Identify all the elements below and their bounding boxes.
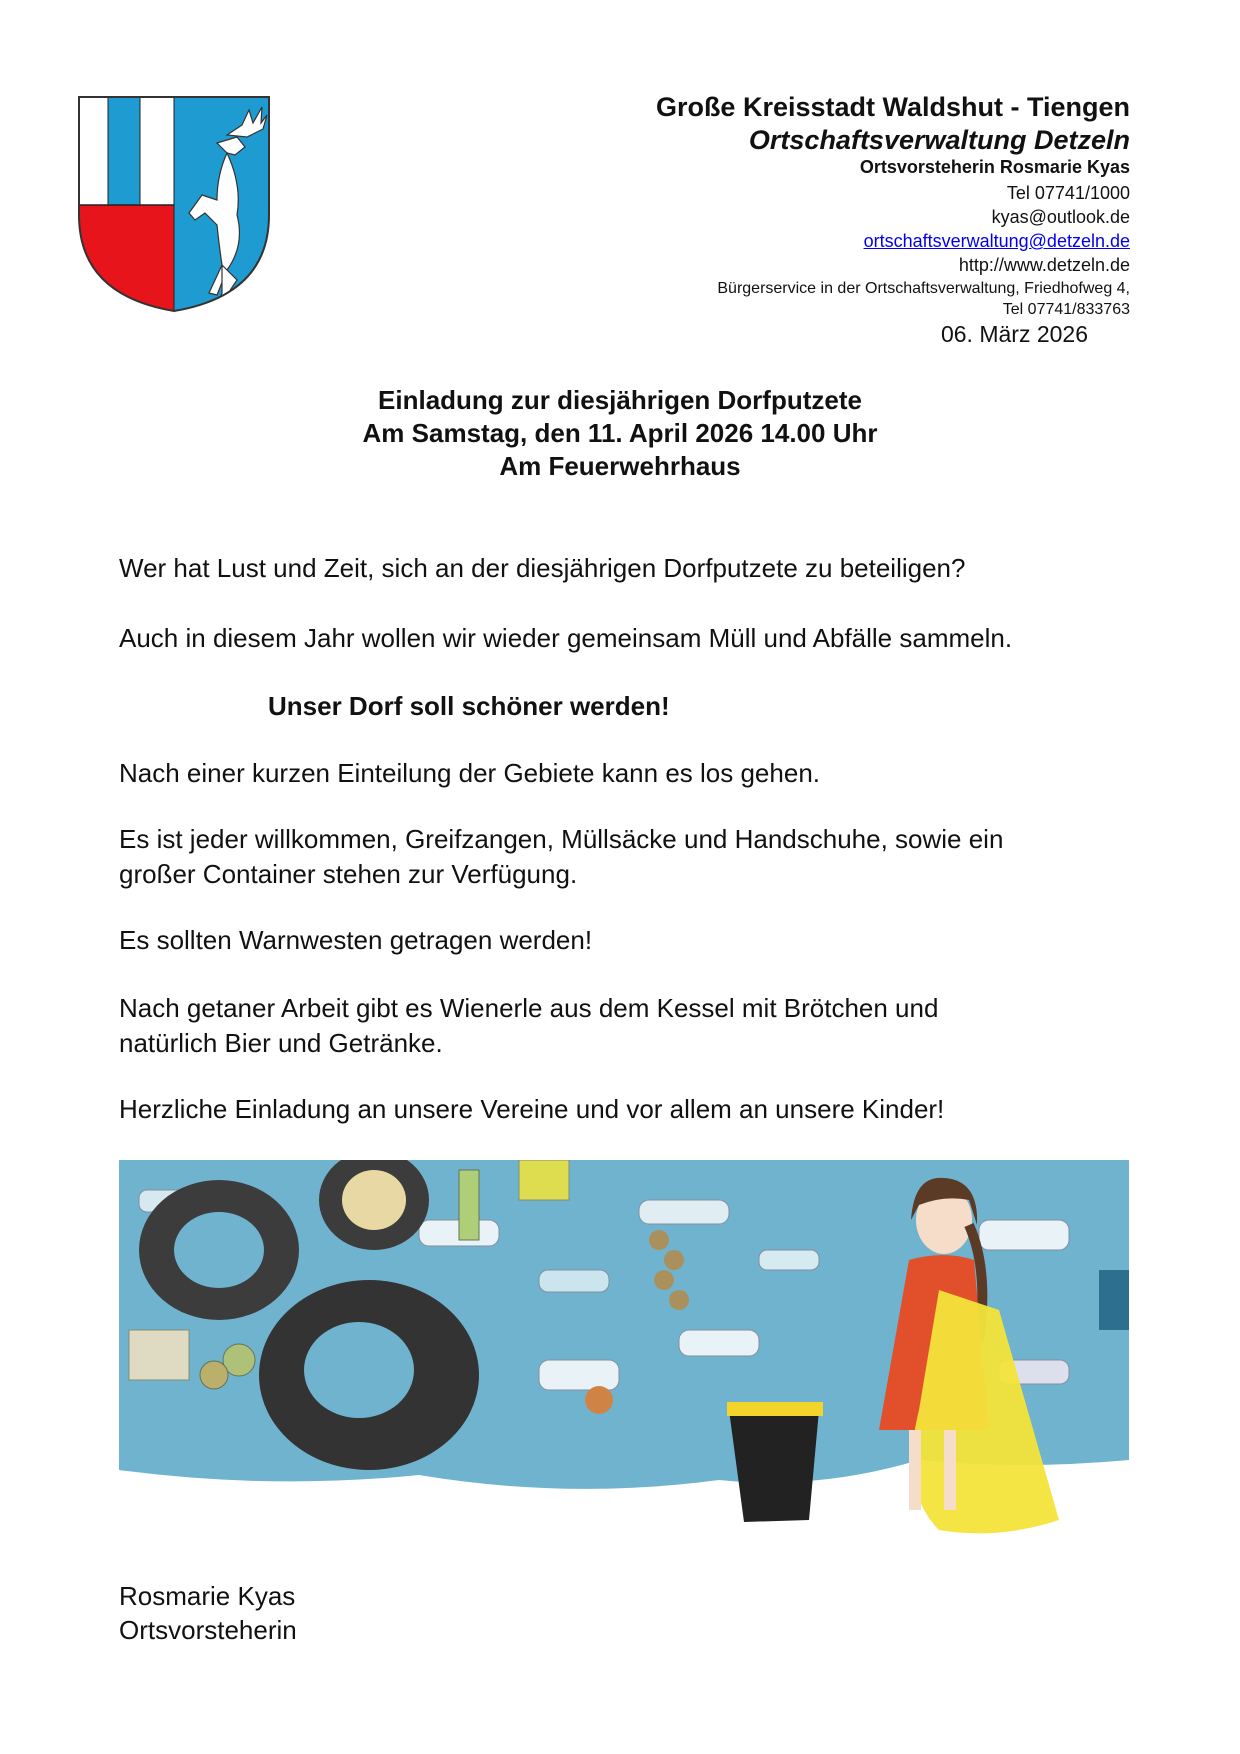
- private-email: kyas@outlook.de: [991, 207, 1130, 227]
- citizen-service-address: Bürgerservice in der Ortschaftsverwaltung, Friedhofweg 4,: [717, 280, 1130, 297]
- phone: Tel 07741/1000: [1006, 183, 1130, 203]
- tire-icon-2: [259, 1280, 479, 1470]
- signature-name: Rosmarie Kyas: [119, 1581, 296, 1611]
- litter-illustration: [119, 1160, 1129, 1542]
- paragraph-question: Wer hat Lust und Zeit, sich an der diesjährigen Dorfputzete zu beteiligen?: [119, 553, 966, 583]
- city-name: Große Kreisstadt Waldshut - Tiengen: [655, 92, 1130, 122]
- letter-date: 06. März 2026: [940, 321, 1088, 347]
- paragraph-areas: Nach einer kurzen Einteilung der Gebiete kann es los gehen.: [119, 758, 820, 788]
- coat-of-arms-logo: [77, 95, 271, 313]
- paragraph-food-line2: natürlich Bier und Getränke.: [119, 1028, 443, 1058]
- citizen-service-phone: Tel 07741/833763: [1002, 301, 1130, 318]
- paragraph-welcome: Herzliche Einladung an unsere Vereine und vor allem an unsere Kinder!: [119, 1094, 945, 1124]
- paragraph-equipment-line1: Es ist jeder willkommen, Greifzangen, Müllsäcke und Handschuhe, sowie ein: [119, 824, 1004, 854]
- website: http://www.detzeln.de: [958, 255, 1130, 275]
- event-date-time: Am Samstag, den 11. April 2026 14.00 Uhr: [362, 418, 878, 448]
- paragraph-collect: Auch in diesem Jahr wollen wir wieder gemeinsam Müll und Abfälle sammeln.: [119, 623, 1013, 653]
- event-location: Am Feuerwehrhaus: [499, 451, 741, 481]
- head-of-office: Ortsvorsteherin Rosmarie Kyas: [859, 157, 1130, 177]
- paragraph-safety-vests: Es sollten Warnwesten getragen werden!: [119, 925, 593, 955]
- invitation-title: Einladung zur diesjährigen Dorfputzete: [378, 385, 862, 415]
- office-email-link[interactable]: ortschaftsverwaltung@detzeln.de: [863, 231, 1130, 251]
- paragraph-food-line1: Nach getaner Arbeit gibt es Wienerle aus dem Kessel mit Brötchen und: [119, 993, 939, 1023]
- slogan: Unser Dorf soll schöner werden!: [268, 691, 670, 721]
- paragraph-equipment-line2: großer Container stehen zur Verfügung.: [119, 859, 578, 889]
- signature-role: Ortsvorsteherin: [119, 1615, 297, 1645]
- office-name: Ortschaftsverwaltung Detzeln: [748, 125, 1130, 155]
